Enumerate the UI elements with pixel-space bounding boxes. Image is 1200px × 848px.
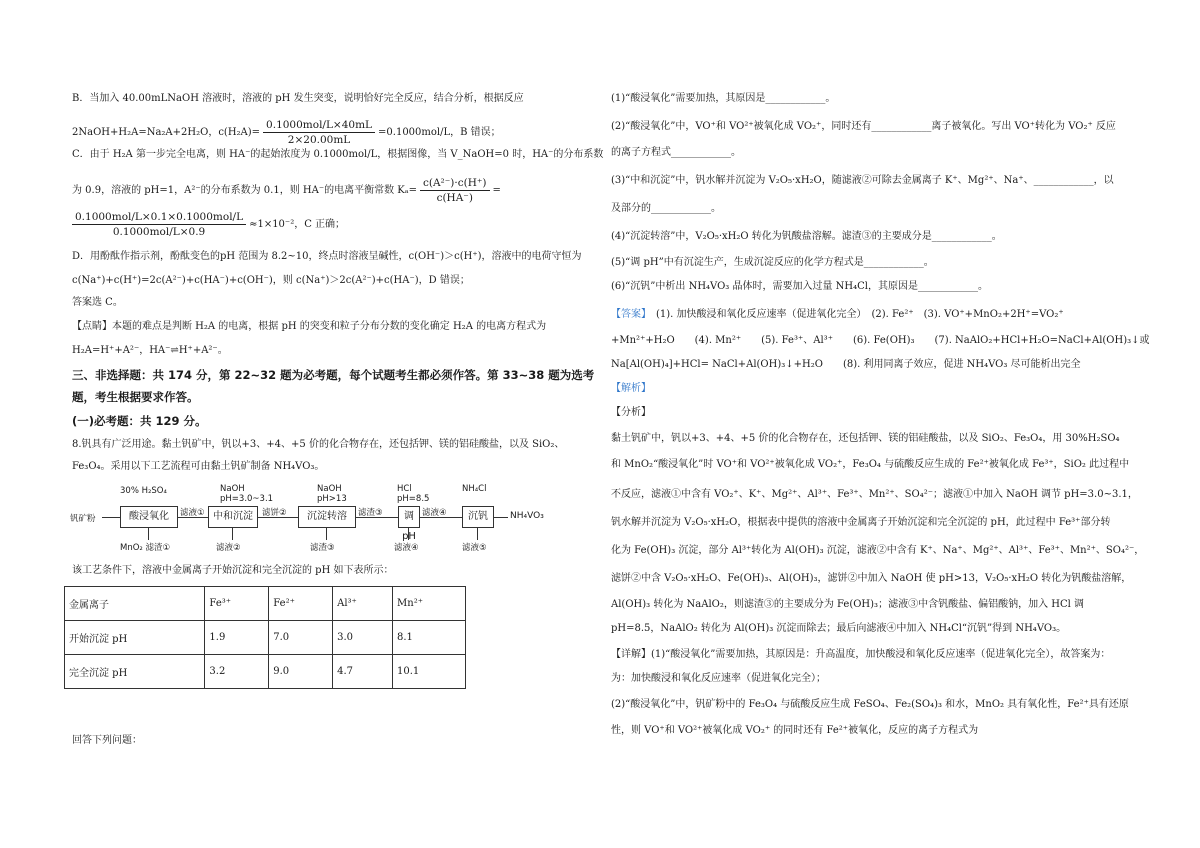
table-cell: 1.9 xyxy=(205,621,269,655)
flow-arrow xyxy=(494,517,508,518)
tip-line: 【点睛】本题的难点是判断 H₂A 的电离，根据 pH 的突变和粒子分布分数的变化确定 H₂A 的电离方程式为 xyxy=(72,321,547,332)
byproduct-label: 滤渣③ xyxy=(310,543,335,553)
question-part: (2)“酸浸氧化”中，VO⁺和 VO²⁺被氧化成 VO₂⁺，同时还有____________离子被氧化。写出 VO⁺转化为 VO₂⁺ 反应 xyxy=(611,121,1116,132)
flow-arrow xyxy=(102,517,120,518)
analysis-subtag: 【分析】 xyxy=(611,407,651,418)
byproduct-label: 滤液④ xyxy=(394,543,419,553)
table-cell: 7.0 xyxy=(269,621,333,655)
answer-line: +Mn²⁺+H₂O (4). Mn²⁺ (5). Fe³⁺、Al³⁺ (6). Fe(OH)₃ (7). NaAlO₂+HCl+H₂O=NaCl+Al(OH)₃↓或 xyxy=(611,335,1150,346)
table-row xyxy=(65,621,466,655)
stream-label: 滤液① xyxy=(180,508,205,518)
fraction: $\frac{\text{c(A²⁻)·c(H⁺)}}{c(HA^-)}$ xyxy=(420,176,490,205)
table-row xyxy=(65,655,466,689)
table-cell: 8.1 xyxy=(393,621,466,655)
branch-line xyxy=(408,528,409,540)
branch-line xyxy=(477,528,478,540)
fraction: $\frac{\text{0.1000mol/L×0.1×0.1000mol/L}}{\text{0.1000mol/L×0.9}}$ xyxy=(72,210,246,239)
section-heading: 三、非选择题：共 174 分，第 22~32 题为必考题，每个试题考生都必须作答。第 33~38 题为选考 xyxy=(72,368,595,382)
analysis-line: 黏土钒矿中，钒以+3、+4、+5 价的化合物存在，还包括钾、镁的铝硅酸盐，以及 SiO₂、Fe₃O₄，用 30%H₂SO₄ xyxy=(611,433,1120,444)
text-line: 该工艺条件下，溶液中金属离子开始沉淀和完全沉淀的 pH 如下表所示： xyxy=(72,565,394,576)
table-cell: 3.2 xyxy=(205,655,269,689)
reagent-label: NaOH xyxy=(220,484,245,494)
table-cell: 10.1 xyxy=(393,655,466,689)
table-cell: 3.0 xyxy=(333,621,393,655)
text-line: 回答下列问题： xyxy=(72,735,142,746)
raw-material-label: 钒矿粉 xyxy=(70,514,96,524)
analysis-line: pH=8.5，NaAlO₂ 转化为 Al(OH)₃ 沉淀而除去；最后向滤液④中加入 NH₄Cl“沉钒”得到 NH₄VO₃。 xyxy=(611,623,1067,634)
question-part: (1)“酸浸氧化”需要加热，其原因是____________。 xyxy=(611,93,836,104)
text-line: B．当加入 40.00mLNaOH 溶液时，溶液的 pH 发生突变，说明恰好完全反应，结合分析，根据反应 xyxy=(72,93,524,104)
ph-table xyxy=(64,586,466,689)
section-heading-cont: 题，考生根据要求作答。 xyxy=(72,390,199,404)
subsection-heading: (一)必考题：共 129 分。 xyxy=(72,414,207,428)
analysis-tag: 【解析】 xyxy=(611,383,651,394)
stream-label: 滤液④ xyxy=(422,508,447,518)
text-line: D．用酚酞作指示剂，酚酞变色的pH 范围为 8.2~10，终点时溶液呈碱性，c(OH⁻)＞c(H⁺)，溶液中的电荷守恒为 xyxy=(72,251,582,262)
condition-label: pH=3.0~3.1 xyxy=(220,494,274,504)
product-label: NH₄VO₃ xyxy=(510,511,544,521)
text-line: H₂A=H⁺+A²⁻，HA⁻⇌H⁺+A²⁻。 xyxy=(72,345,228,356)
question-part: (5)“调 pH”中有沉淀生产，生成沉淀反应的化学方程式是____________。 xyxy=(611,257,934,268)
question-part: (6)“沉钒”中析出 NH₄VO₃ 晶体时，需要加入过量 NH₄Cl，其原因是____________。 xyxy=(611,281,988,292)
detail-line: 性，则 VO⁺和 VO²⁺被氧化成 VO₂⁺ 的同时还有 Fe²⁺被氧化，反应的离子方程式为 xyxy=(611,725,979,736)
stream-label: 滤渣③ xyxy=(358,508,383,518)
answer-line: Na[Al(OH)₄]+HCl= NaCl+Al(OH)₃↓+H₂O (8). 利用同离子效应，促进 NH₄VO₃ 尽可能析出完全 xyxy=(611,359,1081,370)
reagent-label: NH₄Cl xyxy=(462,484,487,494)
analysis-line: 钒水解并沉淀为 V₂O₅·xH₂O，根据表中提供的溶液中金属离子开始沉淀和完全沉淀的 pH，此过程中 Fe³⁺部分转 xyxy=(611,517,1111,528)
step-box: 中和沉淀 xyxy=(208,506,258,528)
answer-line: 【答案】 (1). 加快酸浸和氧化反应速率（促进氧化完全） (2). Fe²⁺ (3). VO⁺+MnO₂+2H⁺=VO₂⁺ xyxy=(611,309,1064,320)
question-line: Fe₃O₄。采用以下工艺流程可由黏土钒矿制备 NH₄VO₃。 xyxy=(72,461,325,472)
byproduct-label: 滤液⑤ xyxy=(462,543,487,553)
formula-line-c2: $\frac{\text{0.1000mol/L×0.1×0.1000mol/L}}{\text{0.1000mol/L×0.9}}$ ≈1×10⁻²，C 正确； xyxy=(72,210,345,239)
step-box: 沉钒 xyxy=(462,506,494,528)
analysis-line: Al(OH)₃ 转化为 NaAlO₂，则滤渣③的主要成分为 Fe(OH)₃；滤液③中含钒酸盐、偏铝酸钠，加入 HCl 调 xyxy=(611,599,1084,610)
detail-line: 【详解】(1)“酸浸氧化”需要加热，其原因是：升高温度，加快酸浸和氧化反应速率（促进氧化完全），故答案为： xyxy=(611,649,1111,660)
reagent-label: HCl xyxy=(397,484,412,494)
question-line: 8.钒具有广泛用途。黏土钒矿中，钒以+3、+4、+5 价的化合物存在，还包括钾、镁的铝硅酸盐，以及 SiO₂、 xyxy=(72,439,565,450)
byproduct-label: MnO₂ 滤渣① xyxy=(120,543,171,553)
process-flow-diagram xyxy=(72,486,572,556)
text-line: C．由于 H₂A 第一步完全电离，则 HA⁻的起始浓度为 0.1000mol/L，根据图像，当 V_NaOH=0 时，HA⁻的分布系数 xyxy=(72,149,604,160)
table-cell: Fe²⁺ xyxy=(269,587,333,621)
step-box: 调pH xyxy=(398,506,420,528)
reagent-label: NaOH xyxy=(317,484,342,494)
stream-label: 滤饼② xyxy=(262,508,287,518)
question-part: 及部分的____________。 xyxy=(611,203,721,214)
detail-line: (2)“酸浸氧化”中，钒矿粉中的 Fe₃O₄ 与硫酸反应生成 FeSO₄、Fe₂(SO₄)₃ 和水，MnO₂ 具有氧化性，Fe²⁺具有还原 xyxy=(611,699,1129,710)
text-line: 答案选 C。 xyxy=(72,297,123,308)
analysis-line: 滤饼②中含 V₂O₅·xH₂O、Fe(OH)₃、Al(OH)₃，滤饼②中加入 NaOH 使 pH>13，V₂O₅·xH₂O 转化为钒酸盐溶解， xyxy=(611,573,1132,584)
table-header-row xyxy=(65,587,466,621)
table-cell: 4.7 xyxy=(333,655,393,689)
step-box: 酸浸氧化 xyxy=(120,506,178,528)
branch-line xyxy=(232,528,233,540)
detail-line: 为：加快酸浸和氧化反应速率（促进氧化完全）； xyxy=(611,673,826,684)
formula-line-b: 2NaOH+H₂A=Na₂A+2H₂O，c(H₂A)= $\frac{\text{0.1000mol/L×40mL}}{2\times 20.00mL}$ =0.1000mol/L，B 错误； xyxy=(72,119,501,146)
byproduct-label: 滤液② xyxy=(216,543,241,553)
step-box: 沉淀转溶 xyxy=(298,506,356,528)
table-cell: 开始沉淀 pH xyxy=(65,621,205,655)
question-part: (3)“中和沉淀”中，钒水解并沉淀为 V₂O₅·xH₂O，随滤液②可除去金属离子 K⁺、Mg²⁺、Na⁺、____________，以 xyxy=(611,175,1114,186)
branch-line xyxy=(326,528,327,540)
table-cell: Al³⁺ xyxy=(333,587,393,621)
analysis-line: 和 MnO₂“酸浸氧化”时 VO⁺和 VO²⁺被氧化成 VO₂⁺，Fe₃O₄ 与硫酸反应生成的 Fe²⁺被氧化成 Fe³⁺，SiO₂ 此过程中 xyxy=(611,459,1130,470)
table-cell: 完全沉淀 pH xyxy=(65,655,205,689)
condition-label: pH=8.5 xyxy=(397,494,430,504)
question-part: 的离子方程式____________。 xyxy=(611,147,741,158)
analysis-line: 化为 Fe(OH)₃ 沉淀，部分 Al³⁺转化为 Al(OH)₃ 沉淀，滤液②中含有 K⁺、Na⁺、Mg²⁺、Al³⁺、Fe³⁺、Mn²⁺、SO₄²⁻， xyxy=(611,545,1145,556)
branch-line xyxy=(148,528,149,540)
answer-tag: 【答案】 xyxy=(611,309,646,320)
condition-label: pH>13 xyxy=(317,494,347,504)
text-line: c(Na⁺)+c(H⁺)=2c(A²⁻)+c(HA⁻)+c(OH⁻)，则 c(Na⁺)＞2c(A²⁻)+c(HA⁻)，D 错误； xyxy=(72,275,470,286)
table-cell: Mn²⁺ xyxy=(393,587,466,621)
fraction: $\frac{\text{0.1000mol/L×40mL}}{2\times 20.00mL}$ xyxy=(263,118,375,147)
analysis-line: 不反应，滤液①中含有 VO₂⁺、K⁺、Mg²⁺、Al³⁺、Fe³⁺、Mn²⁺、SO₄²⁻；滤液①中加入 NaOH 调节 pH=3.0~3.1， xyxy=(611,489,1138,500)
question-part: (4)“沉淀转溶”中，V₂O₅·xH₂O 转化为钒酸盐溶解。滤渣③的主要成分是____________。 xyxy=(611,231,1002,242)
reagent-label: 30% H₂SO₄ xyxy=(120,486,167,496)
table-cell: Fe³⁺ xyxy=(205,587,269,621)
table-cell: 9.0 xyxy=(269,655,333,689)
formula-line-c: 为 0.9，溶液的 pH=1，A²⁻的分布系数为 0.1，则 HA⁻的电离平衡常数 Kₐ= $\frac{\text{c(A²⁻)·c(H⁺)}}{c(HA^-)}$ = xyxy=(72,177,501,204)
table-cell: 金属离子 xyxy=(65,587,205,621)
